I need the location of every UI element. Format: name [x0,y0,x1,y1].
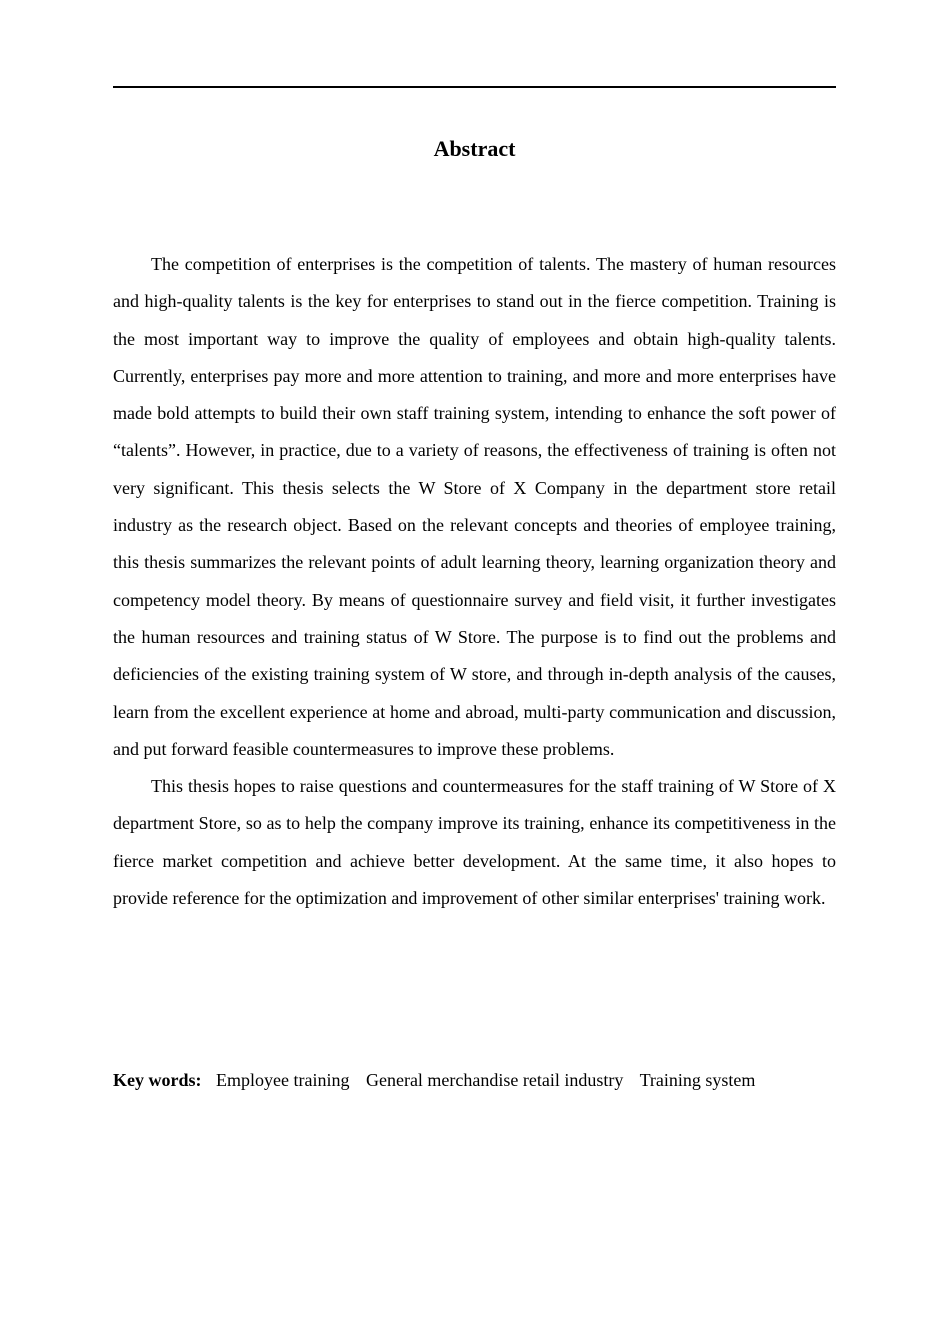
abstract-paragraph: The competition of enterprises is the competition of talents. The mastery of human resources and high-quality talents is the key for enterprises to stand out in the fierce competition. Training is the most important way to improve the quality of employees and obtain high-quality talents. Currently, enterprises pay more and more attention to training, and more and more enterprises have made bold attempts to build their own staff training system, intending to enhance the soft power of “talents”. However, in practice, due to a variety of reasons, the effectiveness of training is often not very significant. This thesis selects the W Store of X Company in the department store retail industry as the research object. Based on the relevant concepts and theories of employee training, this thesis summarizes the relevant points of adult learning theory, learning organization theory and competency model theory. By means of questionnaire survey and field visit, it further investigates the human resources and training status of W Store. The purpose is to find out the problems and deficiencies of the existing training system of W store, and through in-depth analysis of the causes, learn from the excellent experience at home and abroad, multi-party communication and discussion, and put forward feasible countermeasures to improve these problems. [113,254,836,759]
keyword: Employee training [216,1070,350,1090]
keyword: General merchandise retail industry [365,1070,624,1090]
keyword: Training system [639,1070,756,1090]
abstract-body [113,246,836,917]
header-rule [113,86,836,88]
abstract-title: Abstract [433,136,516,161]
abstract-paragraph: This thesis hopes to raise questions and countermeasures for the staff training of W Store of X department Store, so as to help the company improve its training, enhance its competitiveness in the fierce market competition and achieve better development. At the same time, it also hopes to provide reference for the optimization and improvement of other similar enterprises' training work. [113,776,836,909]
keywords-label: Key words: [113,1070,202,1090]
keywords-line [113,1064,836,1096]
